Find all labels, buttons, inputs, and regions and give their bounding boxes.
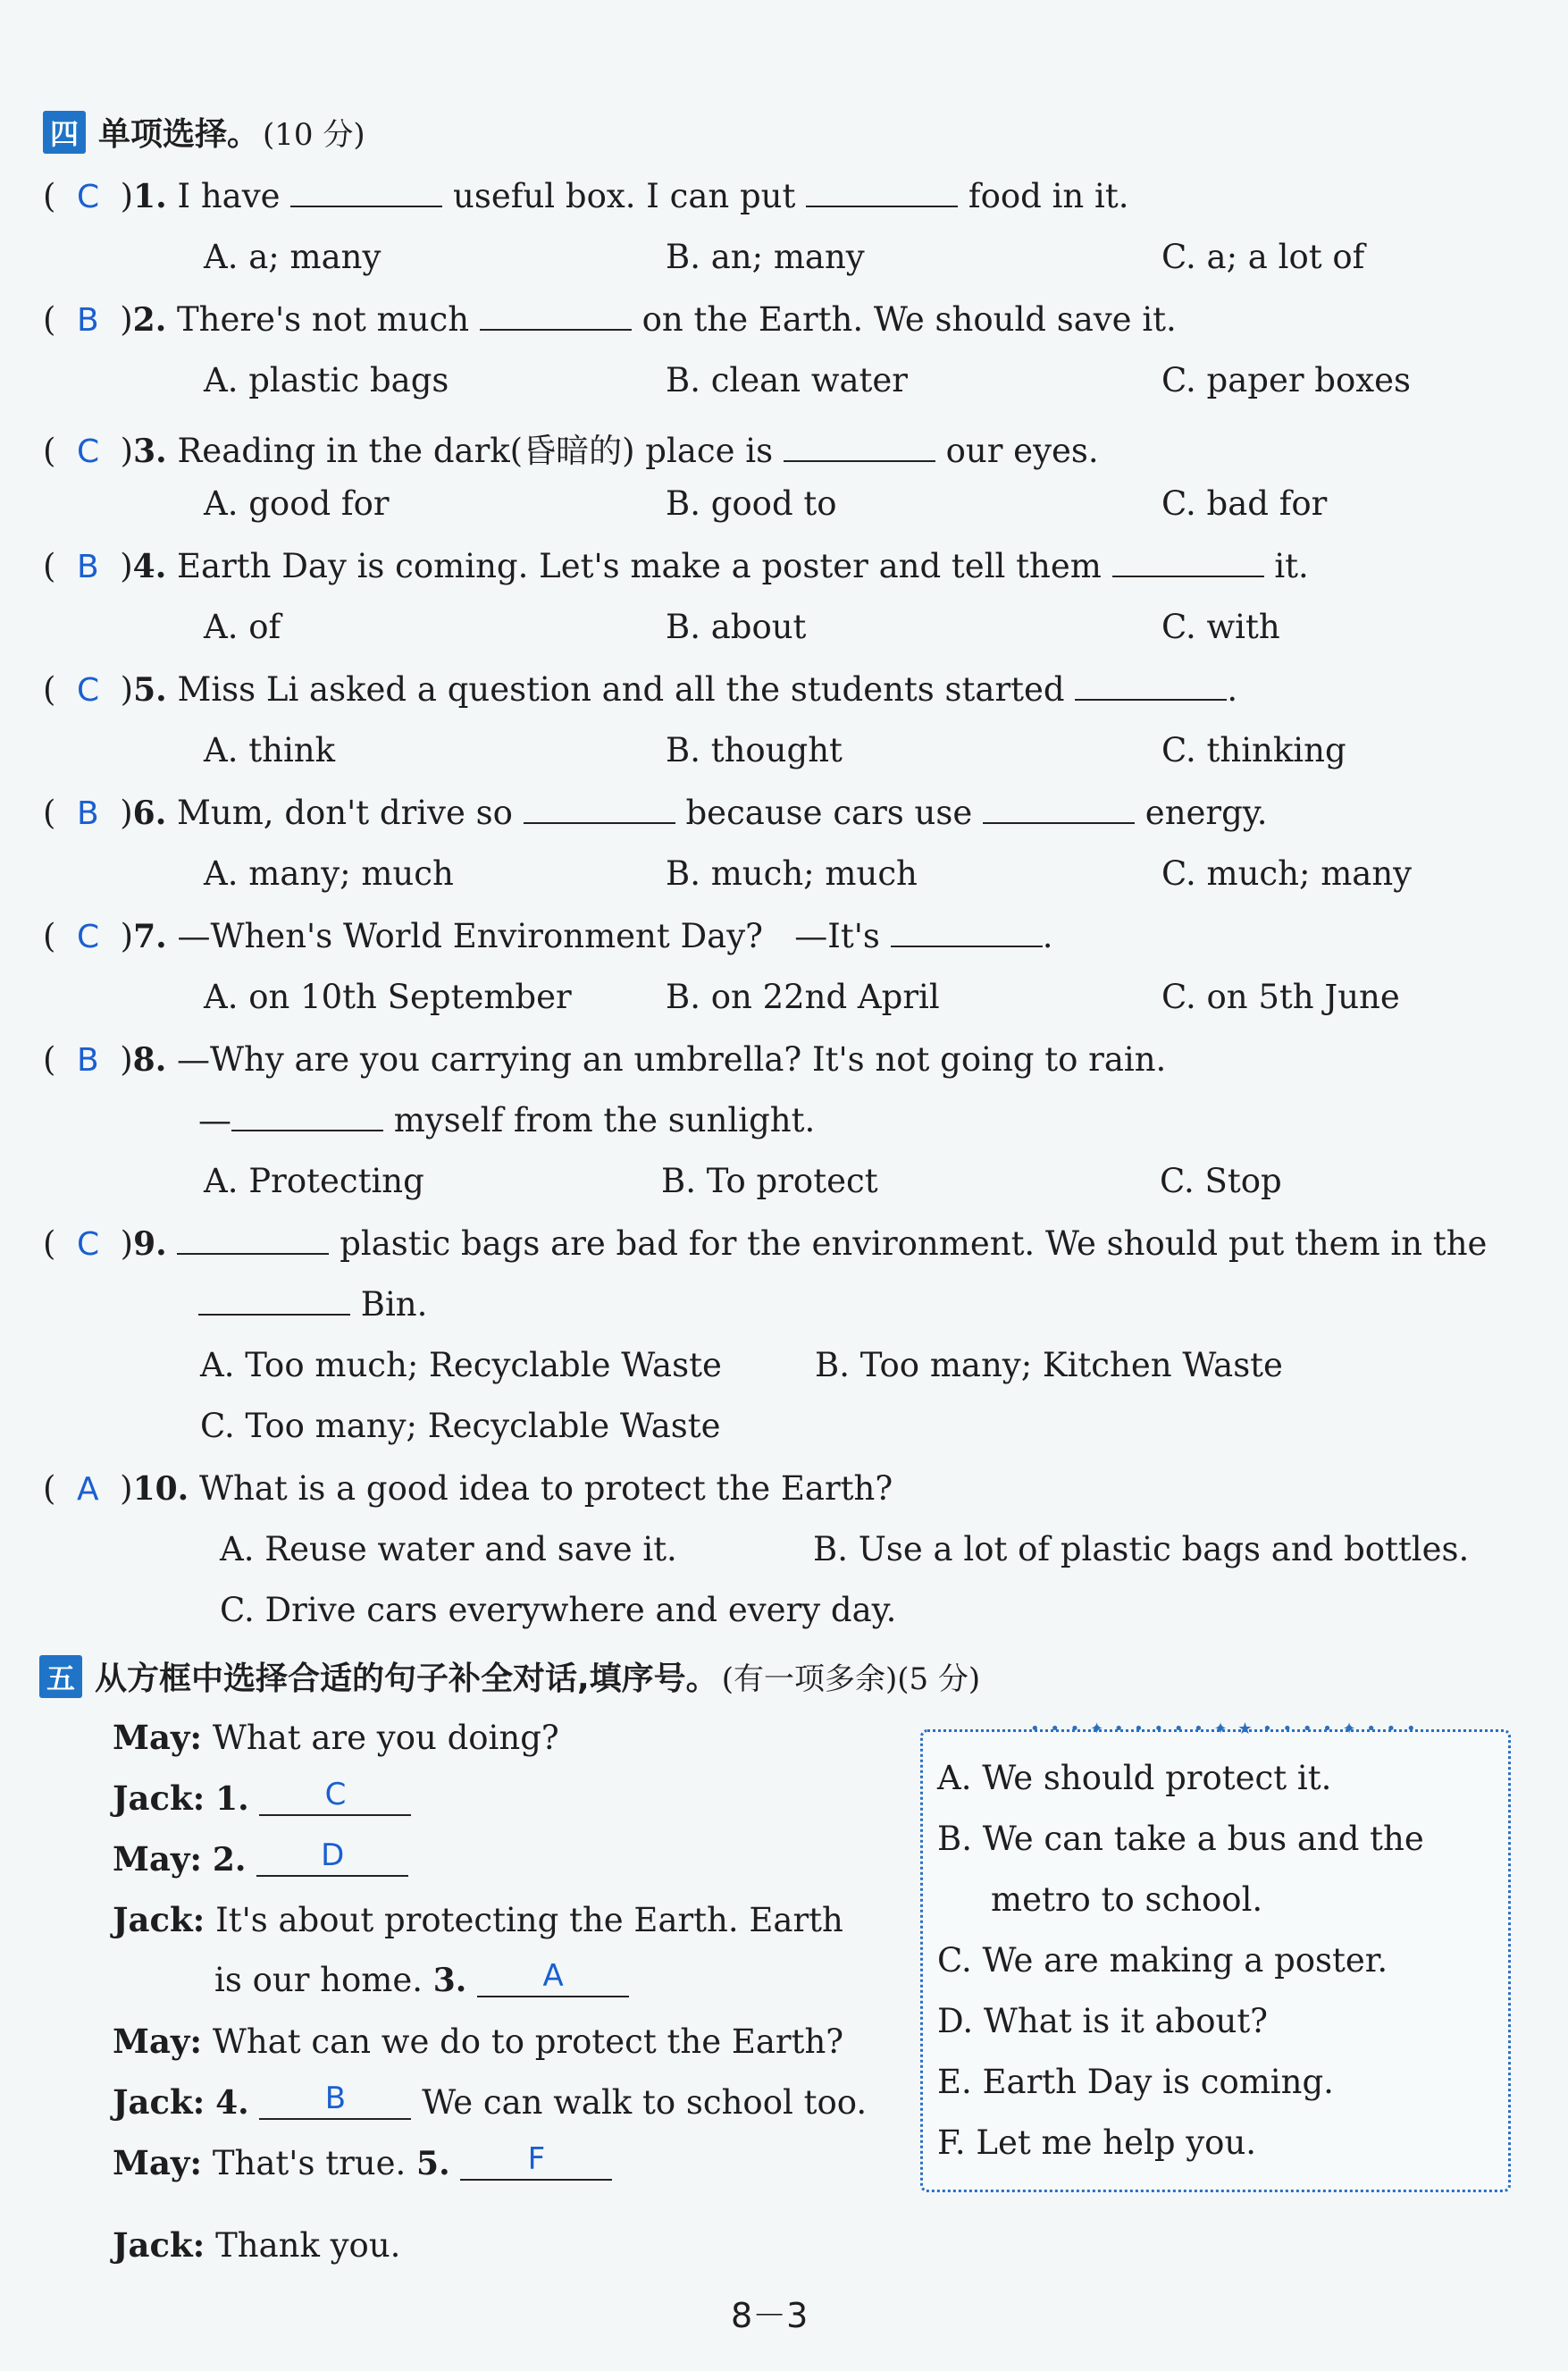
blank — [290, 179, 442, 207]
question-1: ( C )1. I have useful box. I can put food in it. — [43, 177, 1129, 215]
choice-f: F. Let me help you. — [937, 2123, 1257, 2162]
section-5-score: (有一项多余)(5 分) — [721, 1661, 981, 1697]
option-10a: A. Reuse water and save it. — [220, 1530, 677, 1568]
option-10b: B. Use a lot of plastic bags and bottles. — [813, 1530, 1470, 1568]
question-9: ( C )9. plastic bags are bad for the environment. We should put them in the — [43, 1224, 1488, 1263]
question-4: ( B )4. Earth Day is coming. Let's make a poster and tell them it. — [43, 547, 1309, 585]
dialogue-line-3: May: 2. D — [113, 1839, 408, 1882]
answer-10: A — [76, 1471, 99, 1508]
option-8b: B. To protect — [661, 1162, 878, 1200]
option-7c: C. on 5th June — [1161, 978, 1400, 1016]
blank — [177, 1226, 329, 1255]
dialogue-line-4: Jack: It's about protecting the Earth. Earth — [113, 1900, 843, 1939]
section-4-score: (10 分) — [263, 117, 365, 153]
answer-3: C — [76, 433, 100, 470]
answer-9: C — [76, 1226, 100, 1263]
answer-7: C — [76, 919, 100, 955]
choice-b-cont: metro to school. — [991, 1880, 1263, 1919]
dialogue-line-5: is our home. 3. A — [214, 1961, 629, 2003]
option-9a: A. Too much; Recyclable Waste — [200, 1346, 722, 1384]
question-5: ( C )5. Miss Li asked a question and all the students started . — [43, 670, 1238, 709]
option-4b: B. about — [666, 608, 807, 646]
blank — [983, 795, 1135, 824]
question-6: ( B )6. Mum, don't drive so because cars use energy. — [43, 794, 1268, 832]
blank — [784, 433, 935, 462]
choice-c: C. We are making a poster. — [937, 1941, 1388, 1980]
blank — [1112, 549, 1264, 577]
blank — [1075, 672, 1227, 701]
question-2: ( B )2. There's not much on the Earth. We should save it. — [43, 300, 1177, 339]
question-3: ( C )3. Reading in the dark(昏暗的) place is our eyes. — [43, 432, 1099, 470]
fill-answer-1: C — [259, 1778, 411, 1816]
choice-e: E. Earth Day is coming. — [937, 2063, 1334, 2101]
option-4c: C. with — [1161, 608, 1280, 646]
section-5-header — [39, 1653, 980, 1699]
dialogue-line-2: Jack: 1. C — [113, 1778, 411, 1821]
blank — [891, 919, 1043, 947]
option-4a: A. of — [204, 608, 281, 646]
question-10: ( A )10. What is a good idea to protect the Earth? — [43, 1469, 893, 1508]
option-5b: B. thought — [666, 731, 843, 769]
fill-answer-4: B — [259, 2082, 411, 2120]
option-1c: C. a; a lot of — [1161, 238, 1365, 276]
section-4-title: 单项选择。 — [98, 116, 260, 153]
box-decoration: • • • ✦ • • • • • ✦ ★ • • • • ✦ • • • — [1030, 1719, 1419, 1738]
option-1a: A. a; many — [204, 238, 382, 276]
answer-8: B — [76, 1042, 99, 1079]
answer-6: B — [76, 795, 99, 832]
section-4-header — [43, 109, 365, 155]
page-number: 8－3 — [731, 2296, 809, 2335]
option-6a: A. many; much — [204, 854, 454, 893]
blank — [231, 1103, 383, 1131]
option-9b: B. Too many; Kitchen Waste — [815, 1346, 1283, 1384]
choice-a: A. We should protect it. — [937, 1759, 1332, 1797]
blank — [480, 302, 632, 331]
option-2c: C. paper boxes — [1161, 361, 1411, 399]
section-5-title: 从方框中选择合适的句子补全对话,填序号。 — [95, 1661, 718, 1697]
dialogue-line-1: May: What are you doing? — [113, 1718, 559, 1757]
option-3b: B. good to — [666, 484, 837, 523]
option-7a: A. on 10th September — [204, 978, 572, 1016]
option-3c: C. bad for — [1161, 484, 1328, 523]
dialogue-line-7: Jack: 4. B We can walk to school too. — [113, 2081, 868, 2122]
blank — [524, 795, 675, 824]
blank — [198, 1287, 350, 1316]
option-10c: C. Drive cars everywhere and every day. — [220, 1591, 897, 1629]
choice-b: B. We can take a bus and the — [937, 1820, 1424, 1858]
fill-answer-2: D — [256, 1839, 408, 1877]
blank — [806, 179, 958, 207]
question-7: ( C )7. —When's World Environment Day? —It's . — [43, 917, 1053, 955]
option-2b: B. clean water — [666, 361, 908, 399]
option-8a: A. Protecting — [204, 1162, 424, 1200]
question-8: ( B )8. —Why are you carrying an umbrella? It's not going to rain. — [43, 1040, 1167, 1079]
answer-1: C — [76, 179, 100, 215]
option-1b: B. an; many — [666, 238, 865, 276]
dialogue-line-9: Jack: Thank you. — [113, 2225, 401, 2265]
option-6c: C. much; many — [1161, 854, 1413, 893]
fill-answer-3: A — [477, 1960, 629, 1997]
option-7b: B. on 22nd April — [666, 978, 940, 1016]
question-9-line2: Bin. — [198, 1285, 427, 1324]
answer-5: C — [76, 672, 100, 709]
choices-box — [920, 1719, 1511, 2192]
fill-answer-5: F — [460, 2143, 612, 2181]
option-6b: B. much; much — [666, 854, 918, 893]
section-5-badge: 五 — [39, 1655, 82, 1698]
option-2a: A. plastic bags — [204, 361, 449, 399]
answer-4: B — [76, 549, 99, 585]
choice-d: D. What is it about? — [937, 2002, 1269, 2040]
question-8-line2: — myself from the sunlight. — [198, 1101, 816, 1139]
option-5c: C. thinking — [1161, 731, 1346, 769]
option-8c: C. Stop — [1160, 1162, 1282, 1200]
dialogue-line-8: May: That's true. 5. F — [113, 2143, 612, 2186]
answer-2: B — [76, 302, 99, 339]
option-9c: C. Too many; Recyclable Waste — [200, 1407, 721, 1445]
section-4-badge: 四 — [43, 111, 86, 154]
option-3a: A. good for — [204, 484, 390, 523]
option-5a: A. think — [204, 731, 336, 769]
dialogue-line-6: May: What can we do to protect the Earth? — [113, 2022, 844, 2061]
